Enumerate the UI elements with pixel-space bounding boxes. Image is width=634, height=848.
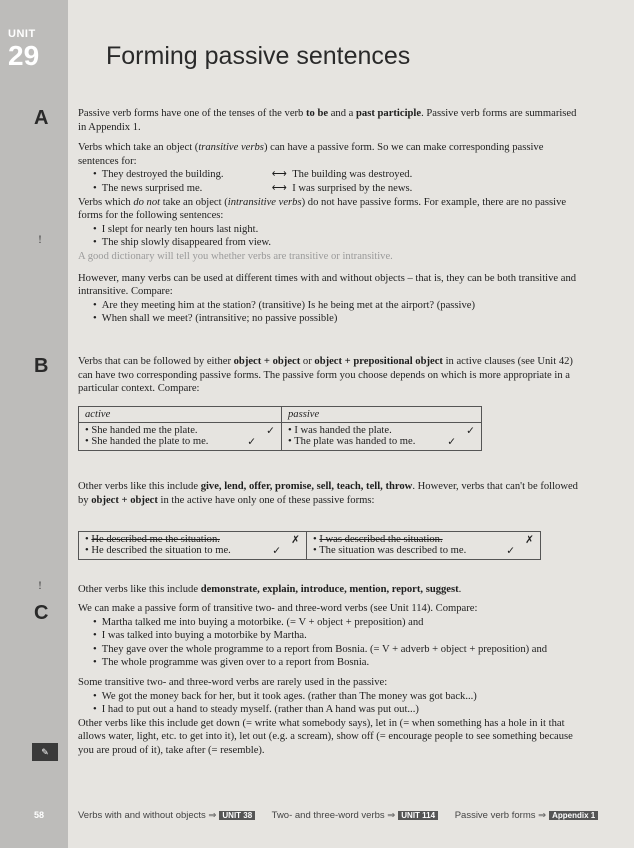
section-b-body [78,355,584,396]
list-item: • Are they meeting him at the station? (transitive) Is he being met at the airport? (passive) [94,299,584,313]
table-cell: • I was handed the plate. ✓ • The plate was handed to me. ✓ [282,423,482,451]
table-cell: • She handed me the plate. ✓ • She handed the plate to me. ✓ [79,423,282,451]
comparison-table [78,406,482,451]
dictionary-note: A good dictionary will tell you whether verbs are transitive or intransitive. [78,250,393,262]
section-a-body [78,107,584,326]
paragraph: Other verbs like this include get down (= write what somebody says), let in (= when something has a hole in it that allows water, light, etc. to get into it), let out (e.g. a scream), show off (= encourage people to see something because you are proud of it), take after (= resemble). [78,717,573,756]
list-item: • The news surprised me. ⟷ I was surprised by the news. [94,182,584,196]
table-header: active [79,407,282,423]
comparison-table [78,531,541,560]
list-item: • I had to put out a hand to steady myself. (rather than A hand was put out...) [94,703,584,717]
lightbulb-icon: ! [38,232,42,246]
list-item: • I was talked into buying a motorbike by Martha. [94,629,584,643]
paragraph: Other verbs like this include demonstrate, explain, introduce, mention, report, suggest. [78,584,462,595]
section-c-label: C [34,602,49,624]
unit-tag[interactable]: UNIT 114 [398,811,438,820]
appendix-tag[interactable]: Appendix 1 [549,811,598,820]
paragraph: Verbs that can be followed by either object + object or object + prepositional object in active clauses (see Unit 42) can have two corresponding passive forms. The passive form you choose depends on which is more appropriate in a particular context. Compare: [78,356,573,395]
lightbulb-icon: ! [38,578,42,592]
footer-link[interactable]: Passive verb forms ⇒ [454,810,547,821]
page-title: Forming passive sentences [106,42,411,70]
section-c-body [78,602,584,758]
list-item: • Martha talked me into buying a motorbike. (= V + object + preposition) and [94,616,584,630]
unit-number: 29 [8,40,40,71]
paragraph: We can make a passive form of transitive two- and three-word verbs (see Unit 114). Compare: [78,603,478,614]
section-a-label: A [34,107,49,129]
pen-writing-icon: ✎ [32,743,58,761]
unit-label: UNIT [8,28,36,40]
section-b-body-2 [78,480,584,507]
page-number: 58 [34,810,45,820]
list-item: • They gave over the whole programme to a report from Bosnia. (= V + adverb + object + preposition) and [94,643,584,657]
list-item: • When shall we meet? (intransitive; no passive possible) [94,312,584,326]
list-item: • The ship slowly disappeared from view. [94,236,584,250]
section-b-label: B [34,355,49,377]
footer-link[interactable]: Verbs with and without objects ⇒ [78,810,217,821]
cross-reference-footer [78,810,612,821]
list-item: • They destroyed the building. ⟷ The building was destroyed. [94,168,584,182]
footer-link[interactable]: Two- and three-word verbs ⇒ [271,810,396,821]
unit-tag[interactable]: UNIT 38 [219,811,255,820]
paragraph: Verbs which take an object (transitive verbs) can have a passive form. So we can make corresponding passive sentences for: [78,142,544,167]
paragraph: Passive verb forms have one of the tenses of the verb to be and a past participle. Passive verb forms are summarised in Appendix 1. [78,108,577,133]
list-item: • The whole programme was given over to a report from Bosnia. [94,656,584,670]
paragraph: However, many verbs can be used at different times with and without objects – that is, they can be both transitive and intransitive. Compare: [78,272,577,298]
paragraph: Verbs which do not take an object (intransitive verbs) do not have passive forms. For example, there are no passive forms for the following sentences: [78,196,567,222]
table-cell: • I was described the situation. ✗ • The situation was described to me. ✓ [307,532,541,560]
section-b-body-3 [78,583,584,597]
paragraph: Some transitive two- and three-word verbs are rarely used in the passive: [78,676,388,688]
paragraph: Other verbs like this include give, lend, offer, promise, sell, teach, tell, throw. However, verbs that can't be followed by object + object in the active have only one of these passive forms: [78,481,578,506]
list-item: • I slept for nearly ten hours last night. [94,223,584,237]
list-item: • We got the money back for her, but it took ages. (rather than The money was got back...) [94,690,584,704]
table-header: passive [282,407,482,423]
table-cell: • He described me the situation. ✗ • He described the situation to me. ✓ [79,532,307,560]
